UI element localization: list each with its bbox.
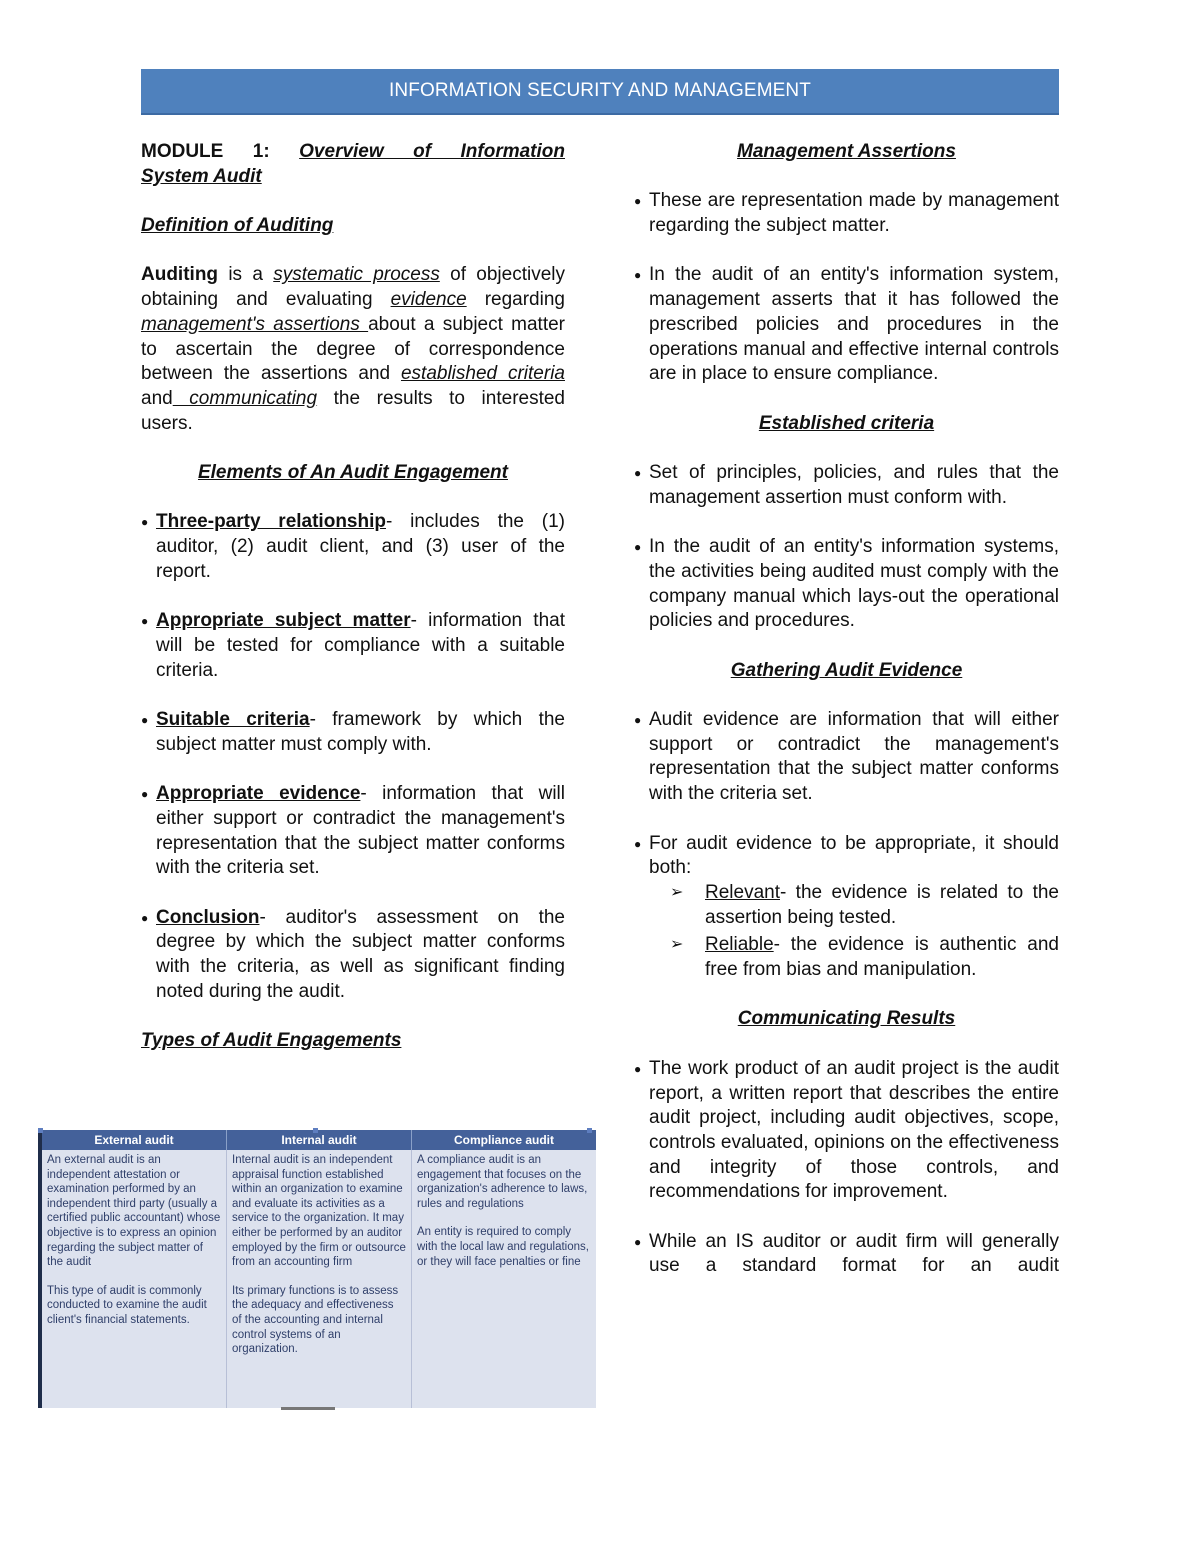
left-column (141, 140, 565, 1054)
circle-bullet-icon: ● (141, 614, 149, 629)
module-title: Overview of Information (299, 141, 566, 162)
circle-bullet-icon: ● (634, 1234, 642, 1249)
resize-handle[interactable] (38, 1128, 43, 1133)
image-bottom-handle[interactable] (281, 1407, 335, 1410)
circle-bullet-icon: ● (634, 836, 642, 851)
evidence-heading: Gathering Audit Evidence (730, 659, 963, 681)
audit-types-table (38, 1130, 596, 1408)
list-item: ● Appropriate subject matter- information that will be tested for compliance with a suitable criteria. (141, 610, 565, 681)
mgmt-heading: Management Assertions (737, 141, 956, 162)
list-item: ● Three-party relationship- includes the (1) auditor, (2) audit client, and (3) user of the report. (141, 511, 565, 582)
results-heading: Communicating Results (737, 1008, 956, 1030)
arrow-bullet-icon: ➢ (670, 883, 684, 901)
right-column (634, 140, 1059, 1279)
circle-bullet-icon: ● (141, 515, 149, 530)
list-item: ● In the audit of an entity's information system, management asserts that it has followed the prescribed policies and procedures in the operations manual and effective internal controls are in place to ensure compliance. (634, 264, 1059, 385)
list-item: ● While an IS auditor or audit firm will generally use a standard format for an audit (634, 1230, 1059, 1277)
module-title-cont: System Audit (141, 165, 262, 187)
column-header-compliance: Compliance audit (453, 1133, 554, 1147)
cell-external: An external audit is an independent attestation or examination performed by an independent third party (usually a certified public accountant) whose objective is to express an opinion regarding the subject matter of the audit This type of audit is commonly conducted to examine the audit client's financial statements. (42, 1150, 227, 1408)
list-item: ● For audit evidence to be appropriate, it should both: (634, 832, 1059, 879)
column-header-external: External audit (42, 1130, 227, 1150)
circle-bullet-icon: ● (634, 194, 642, 209)
module-heading: MODULE 1: Overview of Information (141, 141, 566, 162)
table-row (42, 1150, 596, 1408)
list-item: ● Conclusion- auditor's assessment on the degree by which the subject matter conforms with the criteria, as well as significant finding noted during the audit. (141, 906, 565, 1002)
list-item: ● Audit evidence are information that will either support or contradict the management's representation that the subject matter conforms with the criteria set. (634, 709, 1059, 805)
list-item: ● Set of principles, policies, and rules that the management assertion must conform with. (634, 462, 1059, 508)
list-item: ● The work product of an audit project is the audit report, a written report that describes the entire audit project, including audit objectives, scope, controls evaluated, opinions on the effectiveness and integrity of those controls, and recommendations for improvement. (634, 1057, 1059, 1203)
circle-bullet-icon: ● (634, 268, 642, 283)
circle-bullet-icon: ● (634, 540, 642, 555)
cell-internal: Internal audit is an independent appraisal function established within an organization to examine and evaluate its activities as a service to the organization. It may either be performed by an auditor employed by the firm or outsource from an accounting firm Its primary functions is to assess the adequacy and effectiveness of the accounting and internal control systems of an organization. (227, 1150, 412, 1408)
sub-list-item: ➢ Reliable- the evidence is authentic and free from bias and manipulation. (670, 934, 1059, 981)
list-item: ● These are representation made by management regarding the subject matter. (634, 190, 1059, 237)
cell-compliance: A compliance audit is an engagement that focuses on the organization's adherence to laws, rules and regulations An entity is required to comply with the local law and regulations, or they will face penalties or fine (412, 1150, 596, 1408)
circle-bullet-icon: ● (141, 787, 149, 802)
list-item: ● Suitable criteria- framework by which the subject matter must comply with. (141, 709, 565, 755)
document-title-banner: INFORMATION SECURITY AND MANAGEMENT (141, 69, 1059, 115)
types-heading: Types of Audit Engagements (141, 1030, 402, 1052)
elements-heading: Elements of An Audit Engagement (197, 462, 508, 484)
list-item: ● In the audit of an entity's information systems, the activities being audited must comply with the company manual which lays-out the operational policies and procedures. (634, 536, 1059, 632)
circle-bullet-icon: ● (634, 713, 642, 728)
circle-bullet-icon: ● (141, 910, 149, 925)
circle-bullet-icon: ● (141, 713, 149, 728)
resize-handle[interactable] (313, 1128, 318, 1133)
circle-bullet-icon: ● (634, 466, 642, 481)
table-header (42, 1130, 596, 1150)
column-header-internal: Internal audit (227, 1130, 412, 1150)
arrow-bullet-icon: ➢ (670, 936, 684, 954)
definition-heading: Definition of Auditing (141, 215, 334, 237)
circle-bullet-icon: ● (634, 1061, 642, 1076)
list-item: ● Appropriate evidence- information that will either support or contradict the management's representation that the subject matter conforms with the criteria set. (141, 783, 565, 879)
definition-paragraph: Auditing is a systematic process of objectively obtaining and evaluating evidence regarding management's assertions about a subject matter to ascertain the degree of correspondence between the assertions and established criteria and communicating the results to interested users. (141, 264, 565, 434)
resize-handle[interactable] (587, 1128, 592, 1133)
sub-list-item: ➢ Relevant- the evidence is related to the assertion being tested. (670, 881, 1059, 928)
criteria-heading: Established criteria (758, 412, 935, 434)
